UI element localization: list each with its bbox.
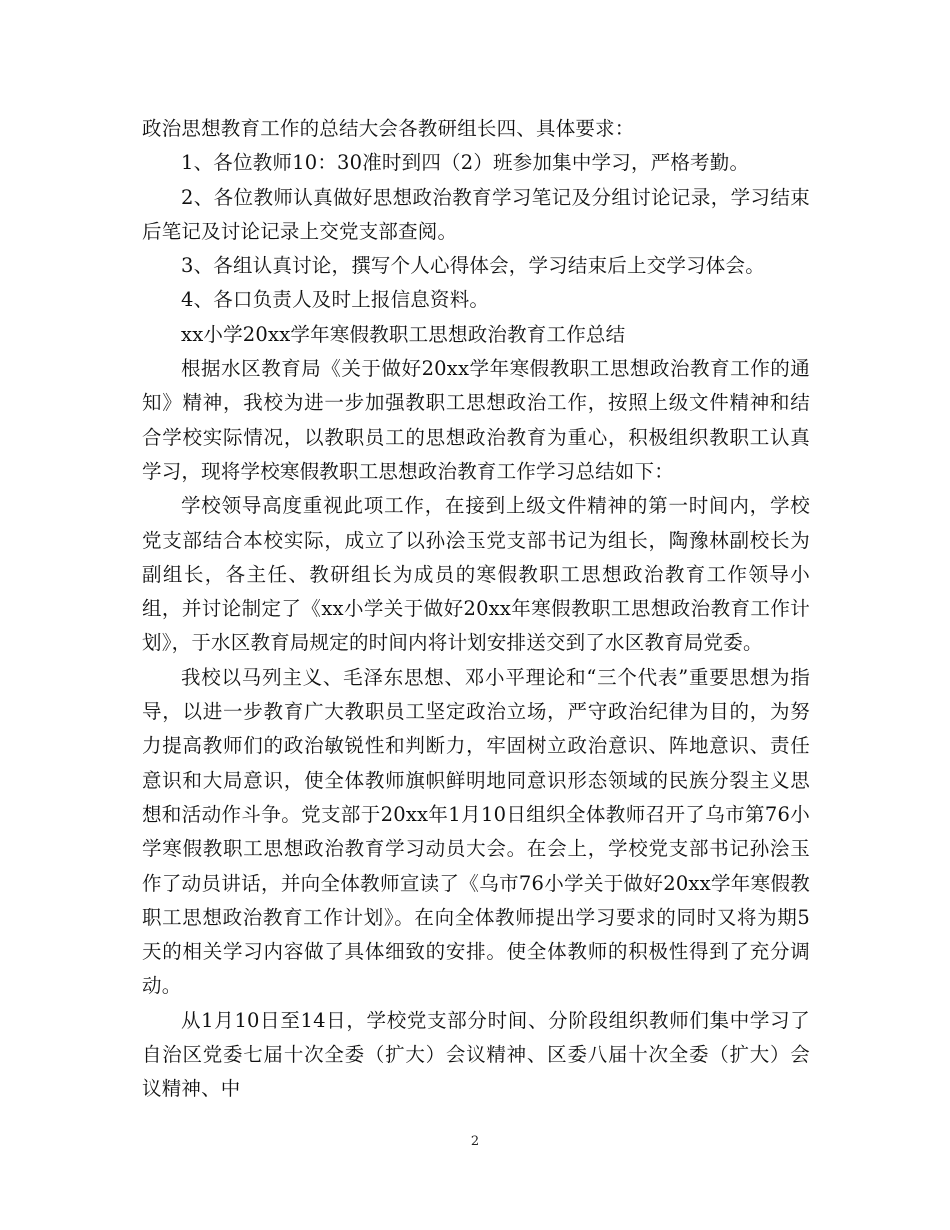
paragraph-study-schedule: 从1月10日至14日，学校党支部分时间、分阶段组织教师们集中学习了自治区党委七届十次全委（扩大）会议精神、区委八届十次全委（扩大）会议精神、中	[142, 1008, 810, 1101]
paragraph-requirements-heading: 政治思想教育工作的总结大会各教研组长四、具体要求：	[142, 117, 635, 140]
paragraph-introduction: 根据水区教育局《关于做好20xx学年寒假教职工思想政治教育工作的通知》精神，我校为进一步加强教职工思想政治工作，按照上级文件精神和结合学校实际情况，以教职员工的思想政治教育为重心，积极组织教职工认真学习，现将学校寒假教职工思想政治教育工作学习总结如下：	[142, 357, 810, 483]
page-number: 2	[470, 1134, 480, 1149]
section-title: xx小学20xx学年寒假教职工思想政治教育工作总结	[181, 322, 626, 346]
paragraph-leadership: 学校领导高度重视此项工作，在接到上级文件精神的第一时间内，学校党支部结合本校实际，成立了以孙浍玉党支部书记为组长，陶豫林副校长为副组长，各主任、教研组长为成员的寒假教职工思想政治教育工作领导小组，并讨论制定了《xx小学关于做好20xx年寒假教职工思想政治教育工作计划》，于水区教育局规定的时间内将计划安排送交到了水区教育局党委。	[142, 494, 810, 655]
paragraph-guidance: 我校以马列主义、毛泽东思想、邓小平理论和“三个代表”重要思想为指导，以进一步教育广大教职员工坚定政治立场，严守政治纪律为目的，为努力提高教师们的政治敏锐性和判断力，牢固树立政治意识、阵地意识、责任意识和大局意识，使全体教师旗帜鲜明地同意识形态领域的民族分裂主义思想和活动作斗争。党支部于20xx年1月10日组织全体教师召开了乌市第76小学寒假教职工思想政治教育学习动员大会。在会上，学校党支部书记孙浍玉作了动员讲话，并向全体教师宣读了《乌市76小学关于做好20xx学年寒假教职工思想政治教育工作计划》。在向全体教师提出学习要求的同时又将为期5天的相关学习内容做了具体细致的安排。使全体教师的积极性得到了充分调动。	[142, 665, 810, 998]
paragraph-requirement-3: 3、各组认真讨论，撰写个人心得体会，学习结束后上交学习体会。	[181, 254, 765, 278]
document-body	[142, 112, 810, 1107]
paragraph-requirement-1: 1、各位教师10：30准时到四（2）班参加集中学习，严格考勤。	[181, 151, 750, 175]
paragraph-requirement-2: 2、各位教师认真做好思想政治教育学习笔记及分组讨论记录，学习结束后笔记及讨论记录上交党支部查阅。	[142, 185, 810, 243]
paragraph-requirement-4: 4、各口负责人及时上报信息资料。	[181, 288, 490, 312]
